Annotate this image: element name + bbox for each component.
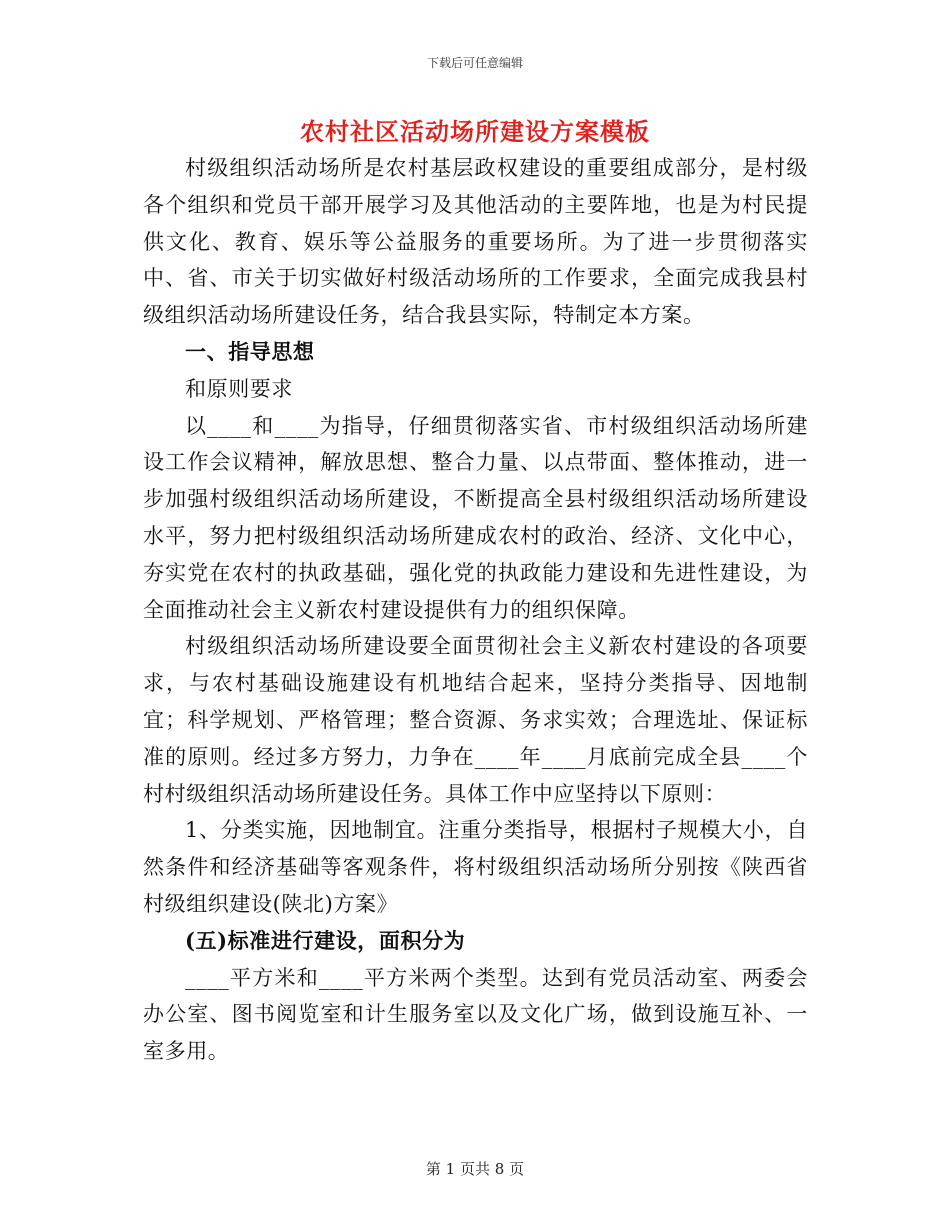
paragraph-guidance: 以____和____为指导，仔细贯彻落实省、市村级组织活动场所建设工作会议精神，解放思想、整合力量、以点带面、整体推动，进一步加强村级组织活动场所建设，不断提高全县村级组织活动场所建设水平，努力把村级组织活动场所建成农村的政治、经济、文化中心，夯实党在农村的执政基础，强化党的执政能力建设和先进性建设，为全面推动社会主义新农村建设提供有力的组织保障。 — [143, 413, 808, 622]
page-header-note: 下载后可任意编辑 — [426, 56, 523, 70]
section-heading-guiding-thought: 一、指导思想 — [185, 338, 315, 364]
paragraph-area-types: ____平方米和____平方米两个类型。达到有党员活动室、两委会办公室、图书阅览室和计生服务室以及文化广场，做到设施互补、一室多用。 — [143, 965, 808, 1064]
page-footer-number: 第 1 页共 8 页 — [425, 1160, 525, 1178]
document-body — [143, 150, 808, 1070]
section-heading-standards: (五)标准进行建设，面积分为 — [185, 927, 466, 953]
paragraph-principles-label: 和原则要求 — [185, 376, 293, 401]
document-title: 农村社区活动场所建设方案模板 — [300, 117, 650, 146]
paragraph-requirements: 村级组织活动场所建设要全面贯彻社会主义新农村建设的各项要求，与农村基础设施建设有机地结合起来，坚持分类指导、因地制宜；科学规划、严格管理；整合资源、务求实效；合理选址、保证标准的原则。经过多方努力，力争在____年____月底前完成全县____个村村级组织活动场所建设任务。具体工作中应坚持以下原则： — [143, 634, 808, 806]
paragraph-principle-1: 1、分类实施，因地制宜。注重分类指导，根据村子规模大小，自然条件和经济基础等客观条件，将村级组织活动场所分别按《陕西省村级组织建设(陕北)方案》 — [143, 818, 808, 916]
paragraph-intro: 村级组织活动场所是农村基层政权建设的重要组成部分，是村级各个组织和党员干部开展学习及其他活动的主要阵地，也是为村民提供文化、教育、娱乐等公益服务的重要场所。为了进一步贯彻落实中、省、市关于切实做好村级活动场所的工作要求，全面完成我县村级组织活动场所建设任务，结合我县实际，特制定本方案。 — [143, 156, 808, 328]
